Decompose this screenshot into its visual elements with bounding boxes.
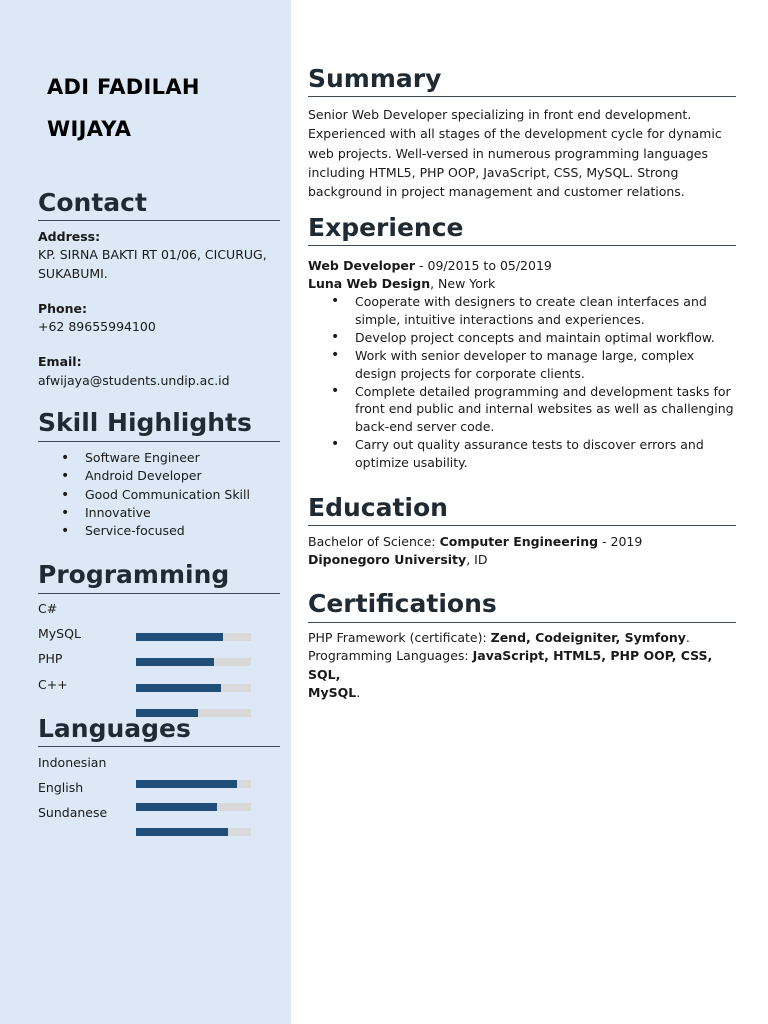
school-name: Diponegoro University: [308, 552, 467, 568]
summary-line: Senior Web Developer specializing in front end development.: [308, 107, 692, 122]
job-dates: - 09/2015 to 05/2019: [415, 258, 552, 273]
list-item: • Good Communication Skill: [85, 486, 285, 504]
programming-title: Programming: [38, 560, 230, 589]
contact-divider: [38, 220, 280, 221]
degree-major: Computer Engineering: [439, 534, 599, 549]
education-divider: [308, 525, 736, 526]
skills-title: Skill Highlights: [38, 408, 252, 437]
language-level-fill: [136, 780, 237, 788]
summary-line: web projects. Well-versed in numerous programming languages: [308, 145, 708, 161]
certifications-block: PHP Framework (certificate): Zend, Codeigniter, Symfony. Programming Languages: JavaScript, HTML5, PHP OOP, CSS, SQL, MySQL.: [308, 630, 713, 700]
experience-bullets: [355, 293, 745, 472]
list-item: • Develop project concepts and maintain optimal workflow.: [355, 329, 745, 347]
certifications-title: Certifications: [308, 589, 497, 618]
list-item: • Service-focused: [85, 522, 285, 540]
phone-value: +62 89655994100: [38, 319, 156, 335]
list-item: • Work with senior developer to manage large, complex design projects for corporate clients.: [355, 347, 745, 383]
skill-level-fill: [136, 658, 214, 666]
summary-line: Experienced with all stages of the development cycle for dynamic: [308, 126, 722, 142]
list-item: • Carry out quality assurance tests to discover errors and optimize usability.: [355, 436, 745, 472]
summary-text: [308, 105, 748, 201]
list-item: • Android Developer: [85, 467, 285, 485]
languages-title: Languages: [38, 714, 191, 743]
language-level-bar: [136, 780, 251, 788]
summary-line: including HTML5, PHP OOP, JavaScript, CSS, MySQL. Strong: [308, 164, 679, 180]
email-value: afwijaya@students.undip.ac.id: [38, 372, 230, 388]
school-country: , ID: [466, 552, 488, 568]
skill-level-fill: [136, 633, 223, 641]
skills-divider: [38, 441, 280, 442]
job-location: , New York: [430, 276, 496, 292]
contact-block: [38, 228, 288, 390]
programming-name: PHP: [38, 651, 63, 666]
experience-header: [308, 257, 748, 294]
certifications-divider: [308, 622, 736, 623]
degree-label: Bachelor of Science:: [308, 534, 440, 549]
language-name: English: [38, 780, 84, 795]
job-role: Web Developer: [308, 258, 416, 273]
experience-divider: [308, 245, 736, 246]
education-block: [308, 533, 748, 570]
programming-divider: [38, 593, 280, 594]
language-name: Indonesian: [38, 755, 107, 770]
language-level-bar: [136, 828, 251, 836]
address-line-1: KP. SIRNA BAKTI RT 01/06, CICURUG,: [38, 247, 267, 263]
programming-name: C++: [38, 677, 68, 692]
list-item: • Innovative: [85, 504, 285, 522]
education-title: Education: [308, 493, 448, 522]
skill-level-bar: [136, 633, 251, 641]
contact-title: Contact: [38, 188, 147, 217]
summary-line: background in project management and customer relations.: [308, 184, 685, 200]
degree-year: - 2019: [598, 534, 643, 549]
phone-label: Phone:: [38, 300, 88, 316]
language-name: Sundanese: [38, 805, 108, 820]
experience-title: Experience: [308, 213, 464, 242]
address-label: Address:: [38, 229, 101, 244]
skills-list: [85, 449, 285, 540]
skill-level-bar: [136, 684, 251, 692]
resume-name: [47, 66, 277, 150]
language-level-fill: [136, 828, 228, 836]
name-line-1: ADI FADILAH: [47, 75, 200, 99]
address-line-2: SUKABUMI.: [38, 265, 108, 281]
languages-divider: [38, 746, 280, 747]
programming-name: MySQL: [38, 626, 81, 641]
summary-title: Summary: [308, 64, 442, 93]
email-label: Email:: [38, 354, 82, 370]
list-item: • Complete detailed programming and development tasks for front end public and internal websites as well as challenging back-end server code.: [355, 383, 745, 437]
programming-name: C#: [38, 601, 58, 616]
skill-level-bar: [136, 658, 251, 666]
list-item: • Software Engineer: [85, 449, 285, 467]
language-level-bar: [136, 803, 251, 811]
language-level-fill: [136, 803, 217, 811]
list-item: • Cooperate with designers to create clean interfaces and simple, intuitive interactions and experiences.: [355, 293, 745, 329]
skill-level-fill: [136, 684, 221, 692]
name-line-2: WIJAYA: [47, 117, 132, 141]
job-company: Luna Web Design: [308, 276, 431, 292]
summary-divider: [308, 96, 736, 97]
